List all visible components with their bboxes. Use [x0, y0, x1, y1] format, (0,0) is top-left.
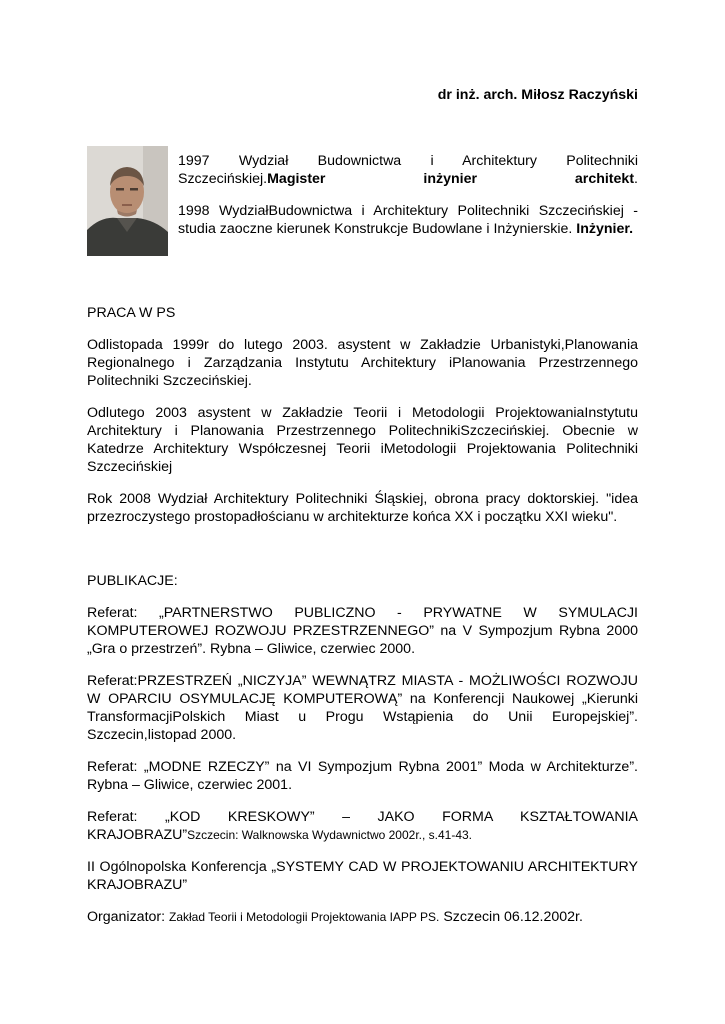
publication-item: [87, 672, 638, 744]
education-text: 1998 WydziałBudownictwa i Architektury Politechniki Szczecińskiej - studia zaoczne kierunek Konstrukcje Budowlane i Inżynierskie.: [178, 203, 638, 237]
publication-text: Referat: „KOD KRESKOWY” – JAKO FORMA KSZTAŁTOWANIA KRAJOBRAZU”: [87, 809, 638, 843]
author-name: dr inż. arch. Miłosz Raczyński: [437, 87, 638, 103]
publication-text: Referat: „MODNE RZECZY” na VI Sympozjum Rybna 2001” Moda w Architekturze”. Rybna – Gliwice, czerwiec 2001.: [87, 759, 638, 793]
work-heading: PRACA W PS: [87, 305, 176, 321]
publication-item: [87, 604, 638, 658]
publication-item: [87, 758, 638, 794]
education-section: [178, 152, 638, 252]
publication-text: II Ogólnopolska Konferencja „SYSTEMY CAD W PROJEKTOWANIU ARCHITEKTURY KRAJOBRAZU”: [87, 859, 638, 893]
organizer-name: Zakład Teorii i Metodologii Projektowania IAPP PS.: [169, 910, 440, 924]
portrait-image: [87, 146, 168, 256]
education-item: [178, 152, 638, 188]
publication-item: [87, 858, 638, 894]
organizer-date: Szczecin 06.12.2002r.: [439, 909, 583, 925]
organizer-label: Organizator:: [87, 909, 170, 925]
work-item: Odlutego 2003 asystent w Zakładzie Teorii i Metodologii ProjektowaniaInstytutu Architektury i Planowania Przestrzennego PolitechnikiSzczecińskiej. Obecnie w Katedrze Architektury Współczesnej Teorii iMetodologii Projektowania Politechniki Szczecińskiej: [87, 405, 638, 475]
main-content: [87, 304, 638, 926]
publication-item: [87, 808, 638, 844]
education-text: 1997 Wydział Budownictwa i Architektury Politechniki Szczecińskiej.: [178, 153, 638, 187]
education-degree: Magister inżynier architekt: [267, 171, 635, 187]
publications-heading: PUBLIKACJE:: [87, 573, 178, 589]
work-item: Odlistopada 1999r do lutego 2003. asystent w Zakładzie Urbanistyki,Planowania Regionalnego i Zarządzania Instytutu Architektury iPlanowania Przestrzennego Politechniki Szczecińskiej.: [87, 337, 638, 389]
publication-text: Referat: „PARTNERSTWO PUBLICZNO - PRYWATNE W SYMULACJI KOMPUTEROWEJ ROZWOJU PRZESTRZENNEGO” na V Sympozjum Rybna 2000 „Gra o przestrzeń”. Rybna – Gliwice, czerwiec 2000.: [87, 605, 638, 657]
author-photo: [87, 146, 168, 256]
organizer-line: [87, 908, 638, 926]
education-item: [178, 202, 638, 238]
work-item: Rok 2008 Wydział Architektury Politechniki Śląskiej, obrona pracy doktorskiej. "idea przezroczystego prostopadłościanu w architekturze końca XX i początku XXI wieku".: [87, 491, 638, 525]
publication-source: Szczecin: Walknowska Wydawnictwo 2002r., s.41-43.: [187, 828, 473, 842]
education-degree: Inżynier.: [576, 221, 634, 237]
education-tail: .: [634, 171, 638, 187]
publication-text: Referat:PRZESTRZEŃ „NICZYJA” WEWNĄTRZ MIASTA - MOŻLIWOŚCI ROZWOJU W OPARCIU OSYMULACJĘ KOMPUTEROWĄ” na Konferencji Naukowej „Kierunki TransformacjiPolskich Miast u Progu Wstąpienia do Unii Europejskiej”. Szczecin,listopad 2000.: [87, 673, 638, 743]
